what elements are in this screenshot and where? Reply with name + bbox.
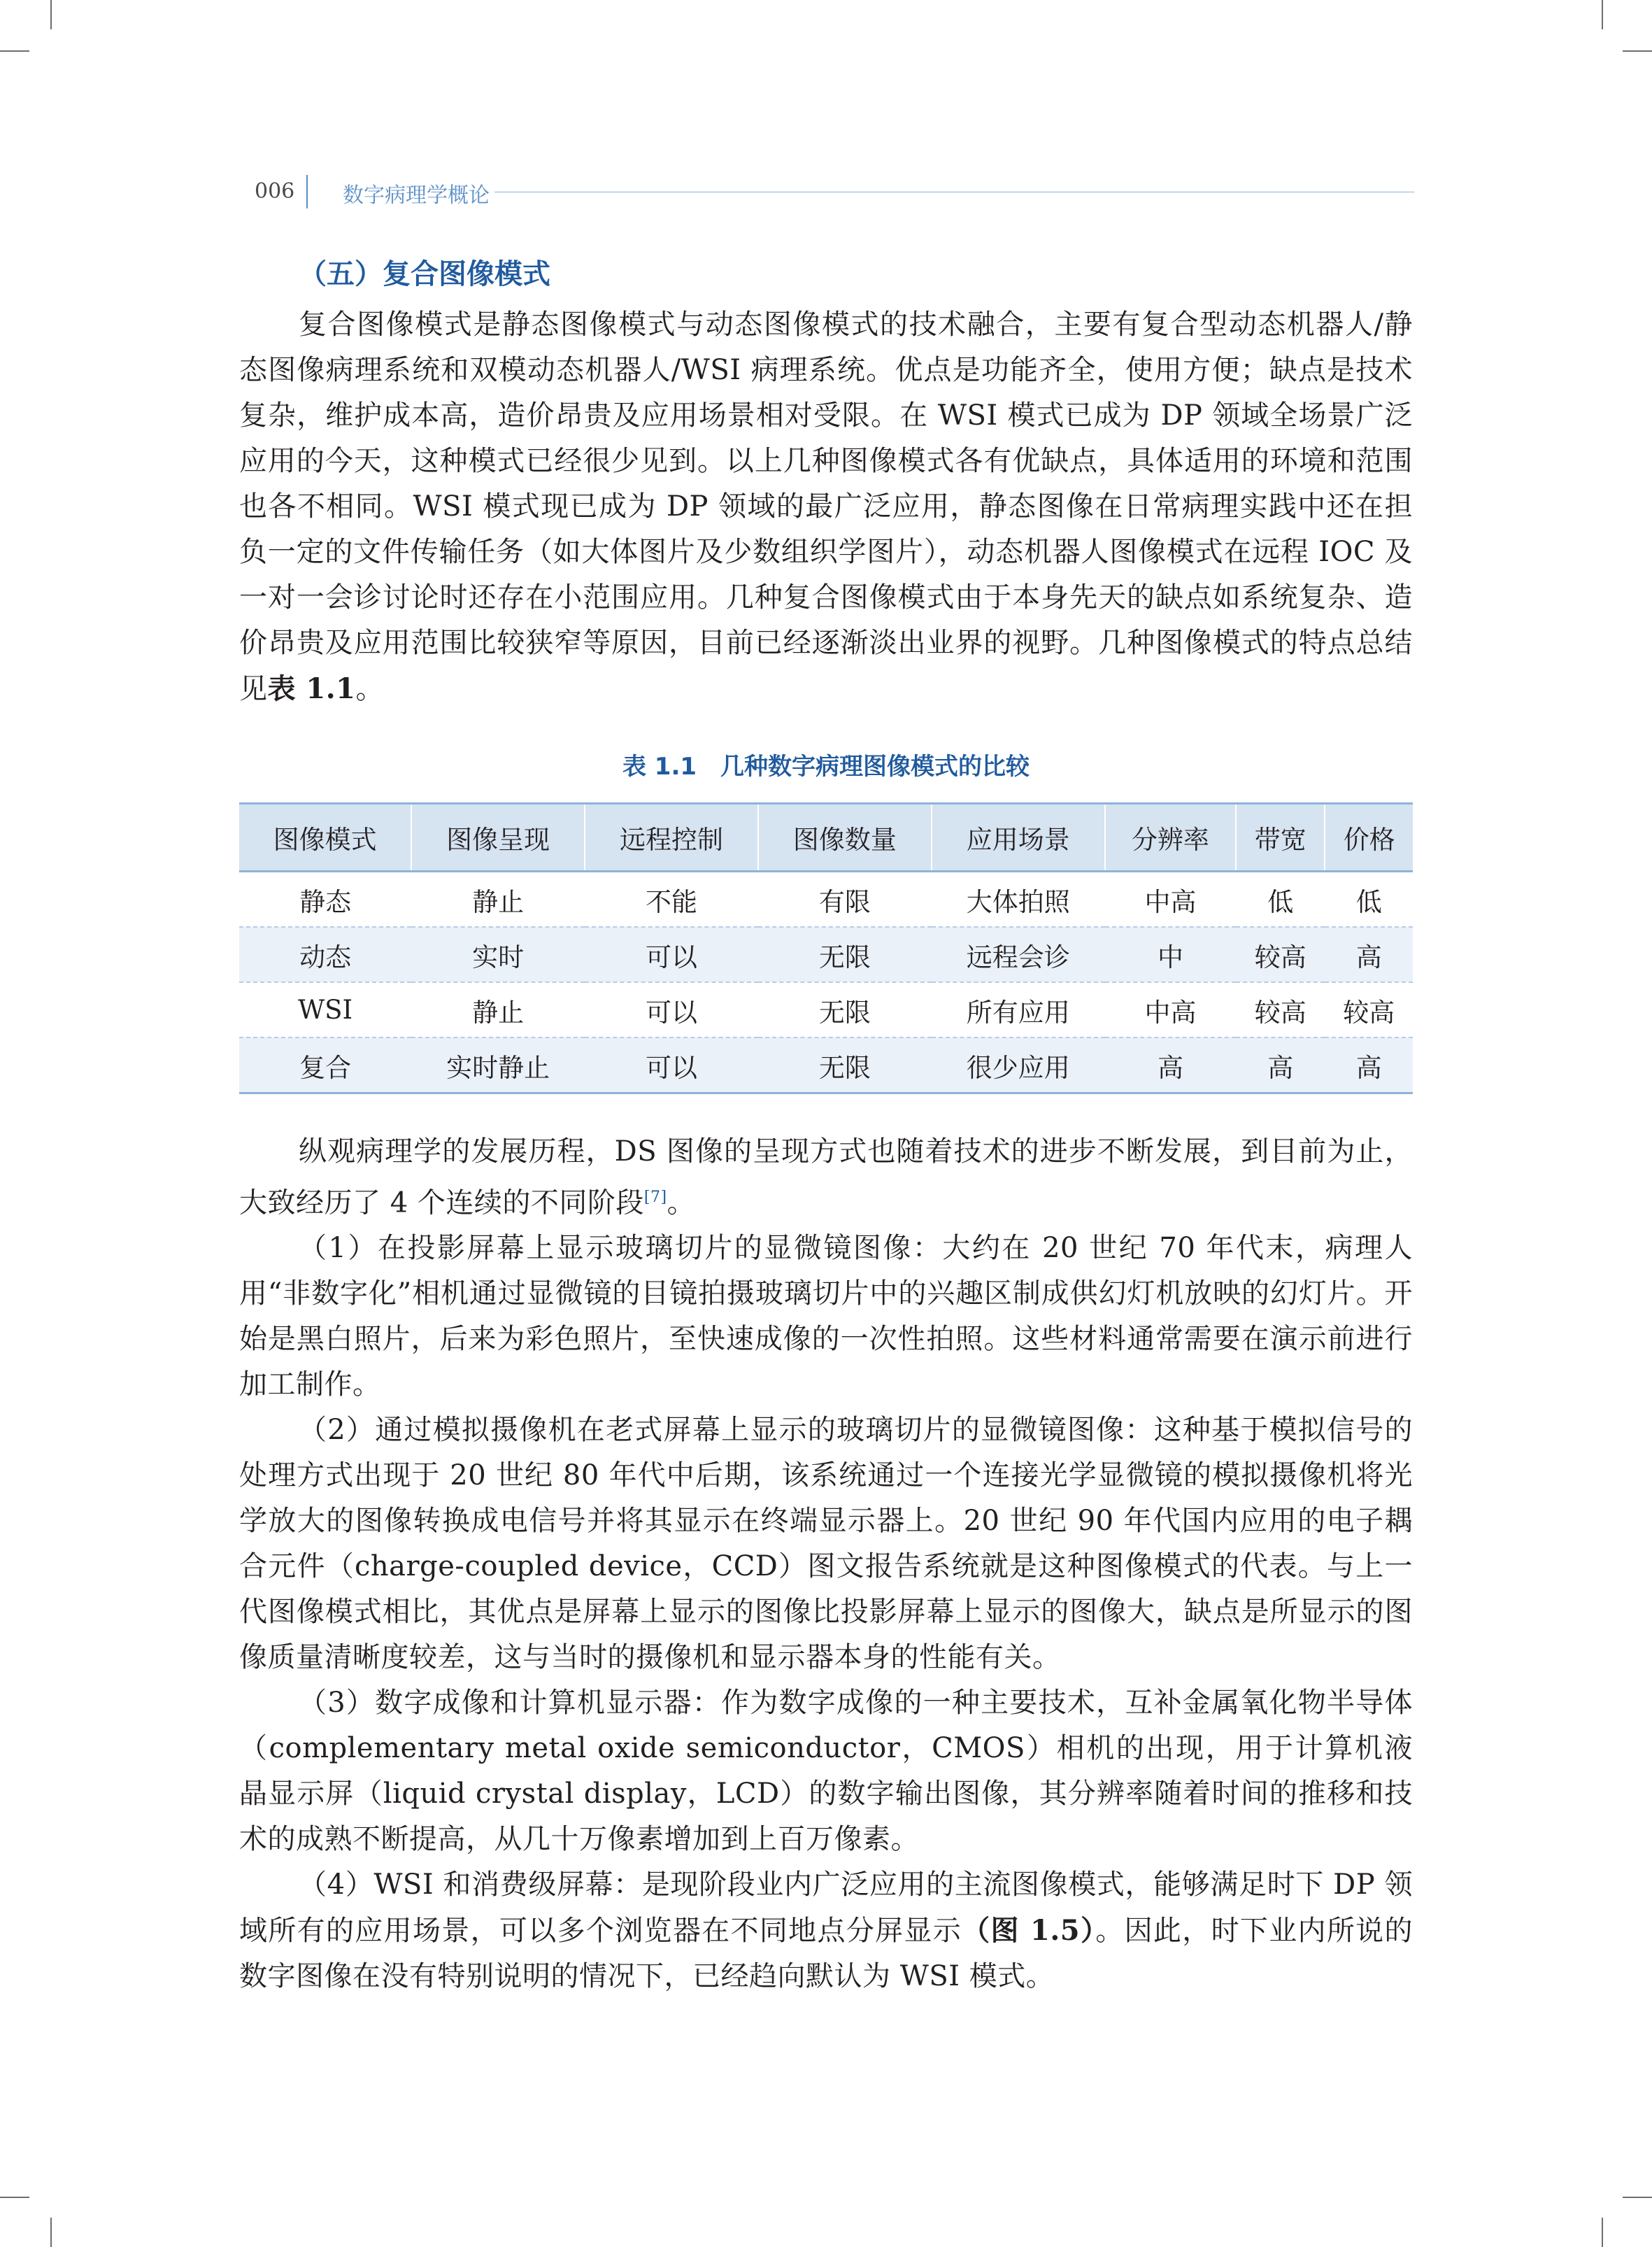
table-cell: 较高 (1325, 982, 1413, 1037)
table-row (239, 927, 1413, 982)
crop-mark (0, 2197, 29, 2198)
history-stage-3: （3）数字成像和计算机显示器：作为数字成像的一种主要技术，互补金属氧化物半导体（complementary metal oxide semiconductor，CMOS）相机的出现，用于计算机液晶显示屏（liquid crystal display，LCD）的数字输出图像，其分辨率随着时间的推移和技术的成熟不断提高，从几十万像素增加到上百万像素。 (239, 1687, 1413, 1856)
column-header: 远程控制 (585, 804, 758, 872)
history-stage-2: （2）通过模拟摄像机在老式屏幕上显示的玻璃切片的显微镜图像：这种基于模拟信号的处理方式出现于 20 世纪 80 年代中后期，该系统通过一个连接光学显微镜的模拟摄像机将光学放大的图像转换成电信号并将其显示在终端显示器上。20 世纪 90 年代国内应用的电子耦合元件（charge-coupled device，CCD）图文报告系统就是这种图像模式的代表。与上一代图像模式相比，其优点是屏幕上显示的图像比投影屏幕上显示的图像大，缺点是所显示的图像质量清晰度较差，这与当时的摄像机和显示器本身的性能有关。 (239, 1414, 1413, 1674)
table-cell: 中高 (1105, 872, 1237, 928)
column-header: 图像模式 (239, 804, 411, 872)
table-cell: 中 (1105, 927, 1237, 982)
table-cell: 无限 (758, 982, 932, 1037)
table-cell: 高 (1325, 1037, 1413, 1093)
table-cell: 静止 (411, 982, 585, 1037)
running-header (239, 175, 1414, 208)
column-header: 分辨率 (1105, 804, 1237, 872)
table-cell: 远程会诊 (932, 927, 1105, 982)
section-paragraph (239, 302, 1413, 712)
table-cell: 低 (1325, 872, 1413, 928)
table-caption: 表 1.1 几种数字病理图像模式的比较 (622, 753, 1030, 781)
stage-4-text: （4）WSI 和消费级屏幕：是现阶段业内广泛应用的主流图像模式，能够满足时下 DP 领域所有的应用场景，可以多个浏览器在不同地点分屏显示 (239, 1869, 1413, 1948)
history-stage-1: （1）在投影屏幕上显示玻璃切片的显微镜图像：大约在 20 世纪 70 年代末，病理人用“非数字化”相机通过显微镜的目镜拍摄玻璃切片中的兴趣区制成供幻灯机放映的幻灯片。开始是黑白照片，后来为彩色照片，至快速成像的一次性拍照。这些材料通常需要在演示前进行加工制作。 (239, 1232, 1413, 1401)
table-cell: 高 (1236, 1037, 1325, 1093)
table-cell: 低 (1236, 872, 1325, 928)
comparison-table (239, 802, 1413, 1094)
table-cell: 中高 (1105, 982, 1237, 1037)
table-cell: 无限 (758, 1037, 932, 1093)
column-header: 图像数量 (758, 804, 932, 872)
table-cell: 很少应用 (932, 1037, 1105, 1093)
table-reference: 表 1.1 (267, 672, 356, 705)
table-cell: 不能 (585, 872, 758, 928)
table-cell: 高 (1105, 1037, 1237, 1093)
page-number: 006 (255, 179, 295, 204)
table-cell: 静态 (239, 872, 411, 928)
crop-mark (50, 0, 52, 29)
crop-mark (1623, 2197, 1652, 2198)
table-cell: 高 (1325, 927, 1413, 982)
crop-mark (50, 2218, 52, 2247)
table-cell: 可以 (585, 927, 758, 982)
crop-mark (0, 50, 29, 52)
column-header: 价格 (1325, 804, 1413, 872)
intro-end: 。 (667, 1186, 696, 1219)
table-header-row (239, 804, 1413, 872)
header-divider (306, 175, 308, 208)
column-header: 带宽 (1236, 804, 1325, 872)
book-title: 数字病理学概论 (343, 183, 490, 208)
table-cell: 较高 (1236, 927, 1325, 982)
table-cell: 静止 (411, 872, 585, 928)
column-header: 图像呈现 (411, 804, 585, 872)
page-content (239, 253, 1413, 1999)
citation-ref: [7] (643, 1189, 667, 1206)
table-row (239, 1037, 1413, 1093)
table-cell: 实时 (411, 927, 585, 982)
history-intro (239, 1129, 1413, 1226)
paragraph-text: 复合图像模式是静态图像模式与动态图像模式的技术融合，主要有复合型动态机器人/静态图像病理系统和双模动态机器人/WSI 病理系统。优点是功能齐全，使用方便；缺点是技术复杂，维护成本高，造价昂贵及应用场景相对受限。在 WSI 模式已成为 DP 领域全场景广泛应用的今天，这种模式已经很少见到。以上几种图像模式各有优缺点，具体适用的环境和范围也各不相同。WSI 模式现已成为 DP 领域的最广泛应用，静态图像在日常病理实践中还在担负一定的文件传输任务（如大体图片及少数组织学图片），动态机器人图像模式在远程 IOC 及一对一会诊讨论时还存在小范围应用。几种复合图像模式由于本身先天的缺点如系统复杂、造价昂贵及应用范围比较狭窄等原因，目前已经逐渐淡出业界的视野。几种图像模式的特点总结见 (239, 309, 1413, 705)
table-cell: 大体拍照 (932, 872, 1105, 928)
table-cell: 所有应用 (932, 982, 1105, 1037)
table-cell: 可以 (585, 982, 758, 1037)
table-row (239, 872, 1413, 928)
table-cell: 有限 (758, 872, 932, 928)
section-heading: （五）复合图像模式 (299, 258, 550, 290)
figure-reference: （图 1.5） (962, 1914, 1096, 1948)
stage-4-end: 。因此，时下业内所说的数字图像在没有特别说明的情况下，已经趋向默认为 WSI 模式。 (239, 1915, 1414, 1993)
table-cell: 动态 (239, 927, 411, 982)
intro-text: 纵观病理学的发展历程，DS 图像的呈现方式也随着技术的进步不断发展，到目前为止，大致经历了 4 个连续的不同阶段 (239, 1135, 1413, 1219)
paragraph-end: 。 (355, 673, 385, 705)
table-cell: 复合 (239, 1037, 411, 1093)
crop-mark (1602, 2218, 1603, 2247)
history-stage-4 (239, 1862, 1413, 1999)
table-cell: 实时静止 (411, 1037, 585, 1093)
table-cell: WSI (239, 982, 411, 1037)
table-row (239, 982, 1413, 1037)
table-cell: 可以 (585, 1037, 758, 1093)
crop-mark (1623, 50, 1652, 52)
table-cell: 较高 (1236, 982, 1325, 1037)
column-header: 应用场景 (932, 804, 1105, 872)
crop-mark (1602, 0, 1603, 29)
table-cell: 无限 (758, 927, 932, 982)
history-section (239, 1129, 1413, 1999)
